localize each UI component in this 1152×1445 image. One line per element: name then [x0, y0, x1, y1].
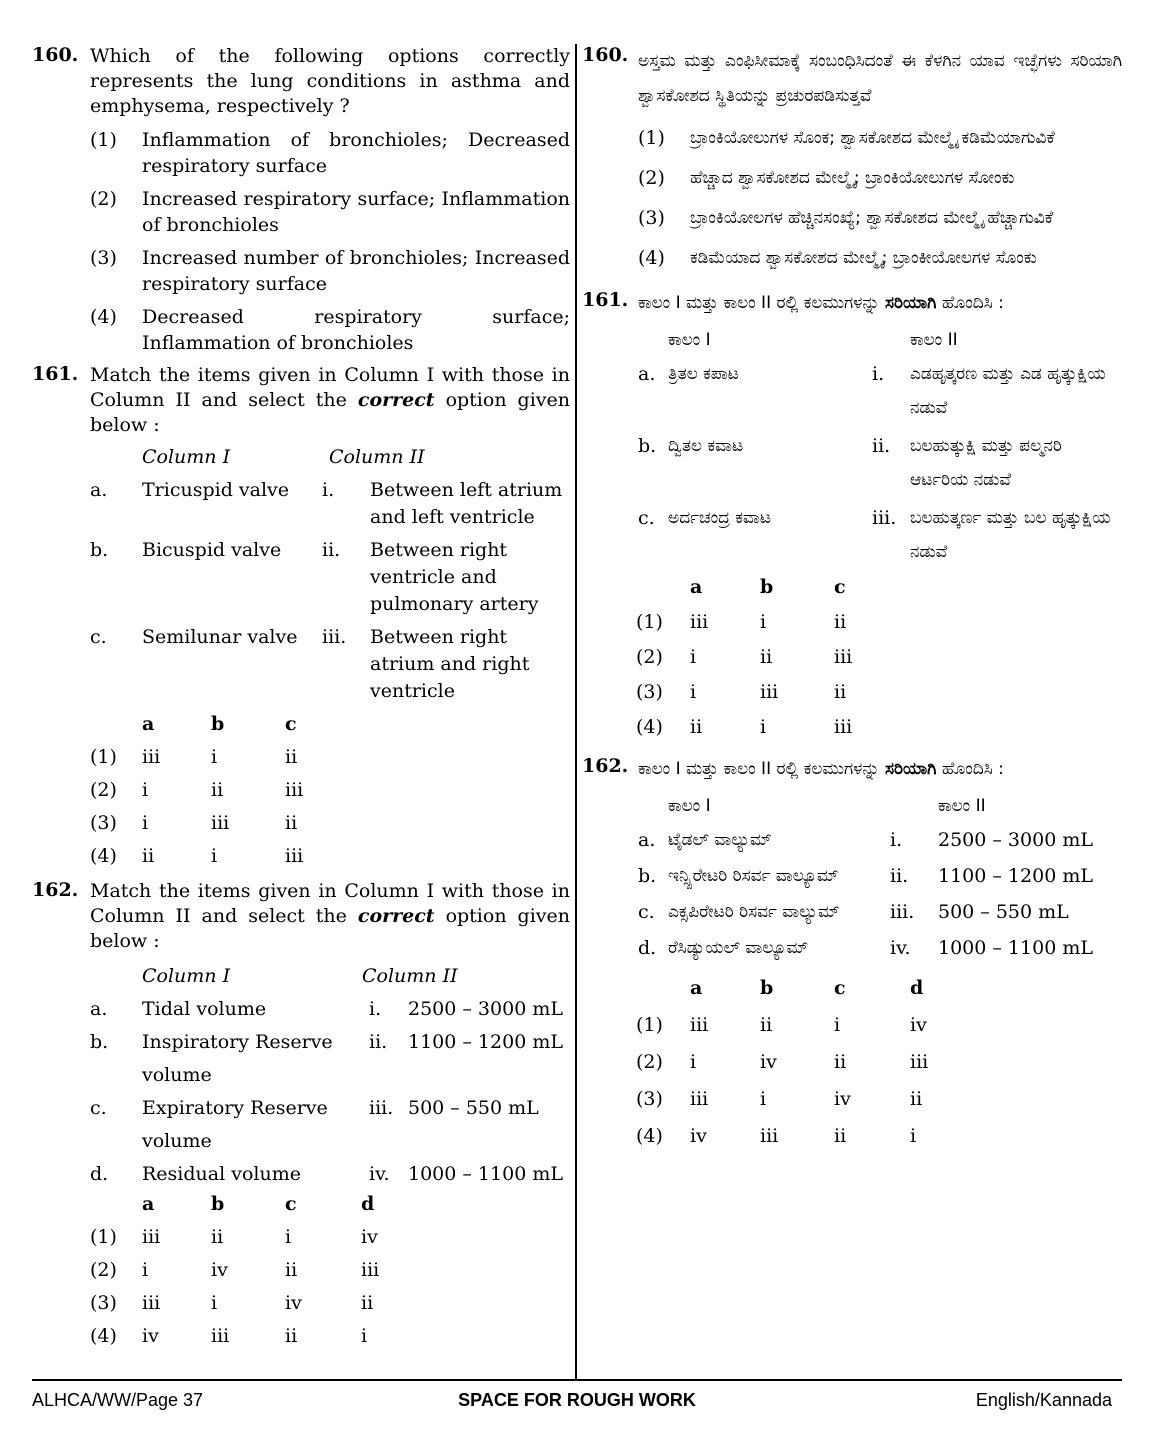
options-list: [90, 127, 570, 356]
answer-row: (1) iii ii i iv: [636, 1014, 927, 1036]
answer-row: (3) i iii ii: [90, 812, 298, 834]
question-stem: ಅಸ್ತಮ ಮತ್ತು ಎಂಫಿಸೀಮಾಕ್ಕೆ ಸಂಬಂಧಿಸಿದಂತೆ ಈ ಕೆಳಗಿನ ಯಾವ ಇಚ್ಛೆಗಳು ಸರಿಯಾಗಿ ಶ್ವಾಸಕೋಶದ ಸ್ಥಿತಿಯನ್ನು ಪ್ರಚುರಪಡಿಸುತ್ತವೆ: [638, 51, 1122, 106]
match-row: d. ರೆಸಿಡ್ಯುಯಲ್ ವಾಲ್ಯೂಮ್ iv. 1000 – 1100 mL: [638, 937, 1093, 959]
option-1: (1) Inflammation of bronchioles; Decreased respiratory surface: [90, 129, 570, 177]
match-row: c. ಅರ್ದಚಂದ್ರ ಕವಾಟ iii. ಬಲಹುತ್ಕರ್ಣ ಮತ್ತು ಬಲ ಹೃತ್ಕುಕ್ಷಿಯ ನಡುವೆ: [638, 507, 1111, 562]
answer-row: (4) ii i iii: [636, 716, 853, 738]
answer-row: (3) iii i iv ii: [636, 1088, 923, 1110]
answer-row: (2) i iv ii iii: [90, 1259, 380, 1281]
language-label: English/Kannada: [975, 1390, 1112, 1410]
question-number: 162.: [582, 755, 629, 777]
answer-row: (1) iii i ii: [90, 746, 298, 768]
answer-grid: [90, 1191, 570, 1350]
option-4: (4) Decreased respiratory surface; Inflammation of bronchioles: [90, 306, 570, 354]
answer-row: (1) iii i ii: [636, 611, 847, 633]
match-row: b. Inspiratory Reserve volume ii. 1100 – 1200 mL: [90, 1031, 563, 1086]
answer-row: (4) ii i iii: [90, 845, 304, 867]
match-row: b. ಇನ್ಸ್ಪಿರೇಟರಿ ರಿಸರ್ವ ವಾಲ್ಯೂಮ್ ii. 1100 – 1200 mL: [638, 865, 1093, 887]
page-footer: [32, 1388, 1122, 1418]
answer-grid: [636, 973, 1122, 1151]
answer-row: (2) i ii iii: [90, 779, 304, 801]
question-stem: ಕಾಲಂ I ಮತ್ತು ಕಾಲಂ II ರಲ್ಲಿ ಕಲಮುಗಳನ್ನು ಸರಿಯಾಗಿ ಹೊಂದಿಸಿ :: [638, 293, 1004, 313]
question-number: 162.: [32, 879, 79, 901]
question-162-kn: [582, 755, 1122, 1151]
match-row: b. Bicuspid valve ii. Between right ventricle and pulmonary artery: [90, 539, 539, 615]
match-header: Column I Column II: [142, 446, 425, 468]
column-divider: [575, 44, 577, 1379]
match-row: b. ದ್ವಿತಲ ಕವಾಟ ii. ಬಲಹುತ್ಕುಕ್ಷಿ ಮತ್ತು ಪಲ್ಮನರಿ ಆರ್ಟರಿಯ ನಡುವೆ: [638, 435, 1062, 490]
match-row: d. Residual volume iv. 1000 – 1100 mL: [90, 1163, 563, 1185]
kannada-column: [582, 44, 1122, 1158]
answer-row: (1) iii ii i iv: [90, 1226, 378, 1248]
match-table: [90, 960, 570, 1191]
match-row: c. ಎಕ್ಸಪಿರೇಟರಿ ರಿಸರ್ವ ವಾಲ್ಯುಮ್ iii. 500 – 550 mL: [638, 901, 1069, 923]
answer-row: (3) i iii ii: [636, 681, 847, 703]
question-162-en: [32, 879, 570, 1350]
question-160-en: [32, 44, 570, 356]
match-row: c. Semilunar valve iii. Between right atrium and right ventricle: [90, 626, 530, 702]
question-stem: Match the items given in Column I with those in Column II and select the correct option given below :: [90, 880, 570, 952]
option-1: (1) ಬ್ರಾಂಕಿಯೋಲುಗಳ ಸೊಂಕ; ಶ್ವಾಸಕೋಶದ ಮೇಲ್ಮೈ ಕಡಿಮೆಯಾಗುವಿಕೆ: [638, 127, 1055, 149]
answer-row: (2) i ii iii: [636, 646, 853, 668]
emphasis-correct: ಸರಿಯಾಗಿ: [884, 759, 937, 779]
match-table: [638, 789, 1122, 965]
question-number: 161.: [32, 363, 79, 385]
answer-header: a b c: [142, 713, 297, 735]
option-3: (3) ಬ್ರಾಂಕಿಯೋಲಗಳ ಹೆಚ್ಚಿನಸಂಖ್ಯೆ; ಶ್ವಾಸಕೋಶದ ಮೇಲ್ಮೈ ಹೆಚ್ಚಾಗುವಿಕೆ: [638, 207, 1054, 229]
match-row: c. Expiratory Reserve volume iii. 500 – 550 mL: [90, 1097, 539, 1152]
question-stem: Which of the following options correctly represents the lung conditions in asthma and emphysema, respectively ?: [90, 45, 570, 117]
match-table: [90, 444, 570, 705]
match-table: [638, 323, 1122, 569]
question-stem: Match the items given in Column I with those in Column II and select the correct option given below :: [90, 364, 570, 436]
option-2: (2) Increased respiratory surface; Inflammation of bronchioles: [90, 188, 570, 236]
match-header: ಕಾಲಂ I ಕಾಲಂ II: [668, 796, 986, 816]
answer-row: (2) i iv ii iii: [636, 1051, 929, 1073]
question-161-kn: [582, 289, 1122, 741]
question-stem: ಕಾಲಂ I ಮತ್ತು ಕಾಲಂ II ರಲ್ಲಿ ಕಲಮುಗಳನ್ನು ಸರಿಯಾಗಿ ಹೊಂದಿಸಿ :: [638, 759, 1004, 779]
question-number: 160.: [582, 44, 629, 66]
options-list: [638, 122, 1122, 275]
question-number: 160.: [32, 44, 79, 66]
rough-work-label: SPACE FOR ROUGH WORK: [458, 1390, 696, 1410]
emphasis-correct: correct: [357, 905, 435, 927]
emphasis-correct: ಸರಿಯಾಗಿ: [884, 293, 937, 313]
option-2: (2) ಹೆಚ್ಚಾದ ಶ್ವಾಸಕೋಶದ ಮೇಲ್ಮೈ; ಬ್ರಾಂಕಿಯೋಲುಗಳ ಸೋಂಕು: [638, 167, 1015, 189]
option-3: (3) Increased number of bronchioles; Increased respiratory surface: [90, 247, 570, 295]
match-header: Column I Column II: [142, 965, 458, 987]
question-161-en: [32, 363, 570, 869]
answer-row: (3) iii i iv ii: [90, 1292, 374, 1314]
question-160-kn: [582, 44, 1122, 275]
page-code: ALHCA/WW/Page 37: [32, 1390, 204, 1410]
answer-grid: [636, 573, 1122, 741]
match-row: a. Tricuspid valve i. Between left atrium and left ventricle: [90, 479, 563, 528]
footer-rule: [32, 1379, 1122, 1381]
answer-header: a b c d: [690, 977, 924, 999]
match-header: ಕಾಲಂ I ಕಾಲಂ II: [668, 330, 958, 350]
answer-row: (4) iv iii ii i: [636, 1125, 917, 1147]
option-4: (4) ಕಡಿಮೆಯಾದ ಶ್ವಾಸಕೋಶದ ಮೇಲ್ಮೈ; ಬ್ರಾಂಕೀಯೋಲಗಳ ಸೊಂಕು: [638, 247, 1037, 269]
match-row: a. ತ್ರಿತಲ ಕಪಾಟ i. ಎಡಹೃತ್ಕರಣ ಮತ್ತು ಎಡ ಹೃತ್ಕುಕ್ಷಿಯ ನಡುವೆ: [638, 363, 1106, 418]
emphasis-correct: correct: [357, 389, 435, 411]
question-number: 161.: [582, 289, 629, 311]
answer-grid: [90, 711, 570, 869]
answer-row: (4) iv iii ii i: [90, 1325, 368, 1347]
match-row: a. Tidal volume i. 2500 – 3000 mL: [90, 998, 563, 1020]
answer-header: a b c d: [142, 1193, 375, 1215]
english-column: [32, 44, 570, 1356]
answer-header: a b c: [690, 576, 846, 598]
match-row: a. ಟೈಡಲ್ ವಾಲ್ಯುಮ್ i. 2500 – 3000 mL: [638, 829, 1093, 851]
